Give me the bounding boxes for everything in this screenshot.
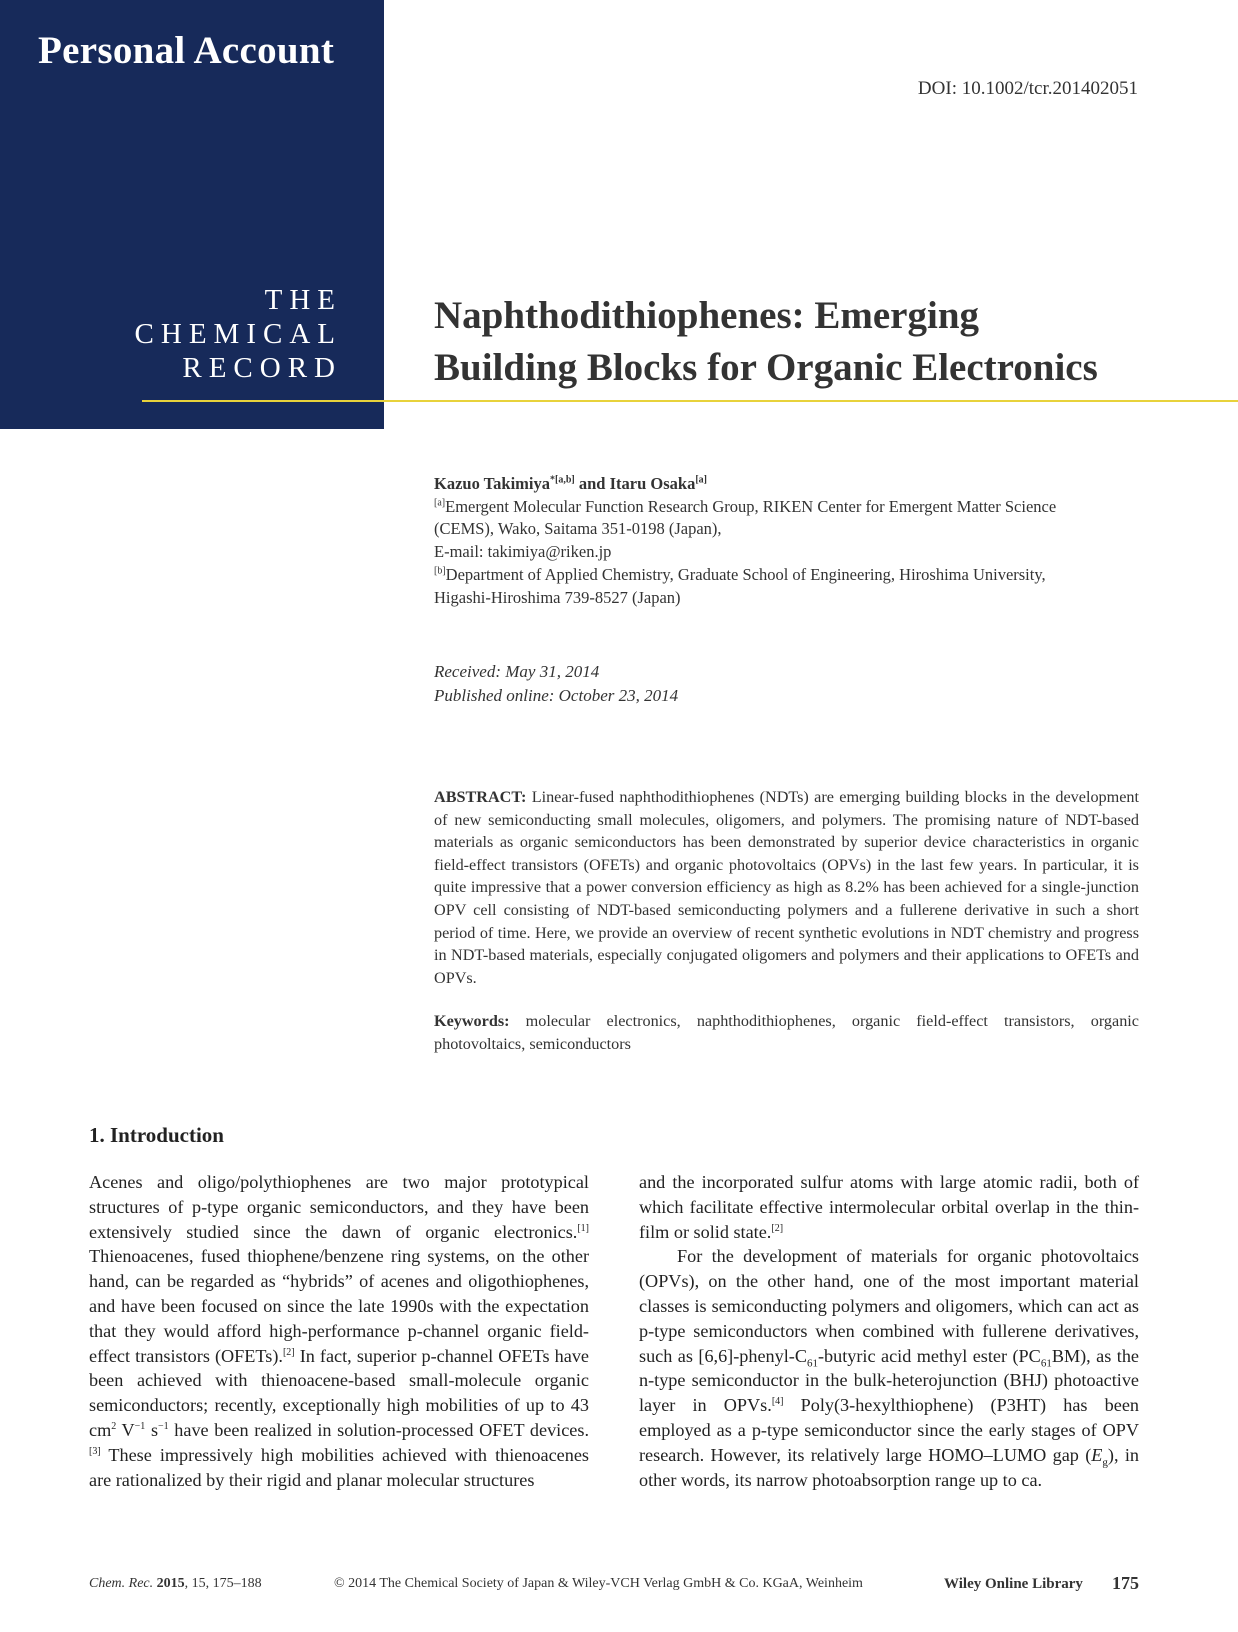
keywords-label: Keywords: xyxy=(434,1012,510,1030)
section-heading: 1. Introduction xyxy=(89,1123,224,1147)
abstract xyxy=(434,786,1139,989)
abstract-label: ABSTRACT: xyxy=(434,788,527,806)
citation-ref[interactable]: [2] xyxy=(771,1222,784,1234)
superscript: 2 xyxy=(111,1420,117,1432)
body-text: s xyxy=(145,1419,159,1440)
received-date: Received: May 31, 2014 xyxy=(434,662,600,681)
abstract-text: Linear-fused naphthodithiophenes (NDTs) are emerging building blocks in the development of new semiconducting small molecules, oligomers, and polymers. The promising nature of NDT-based materials as organic semiconductors has been demonstrated by superior device characteristics in organic field-effect transistors (OFETs) and organic photovoltaics (OPVs) in the last few years. In particular, it is quite impressive that a power conversion efficiency as high as 8.2% has been achieved for a single-junction OPV cell consisting of NDT-based semiconducting polymers and a fullerene derivative in such a short period of time. Here, we provide an overview of recent synthetic evolutions in NDT chemistry and progress in NDT-based materials, especially conjugated oligomers and polymers and their applications to OFETs and OPVs. xyxy=(434,788,1139,987)
footer-year: 2015 xyxy=(153,1576,185,1591)
body-text: BM), as the n-type semiconductor in the bulk-heterojunction (BHJ) photoactive layer in OPVs. xyxy=(639,1345,1139,1416)
journal-banner xyxy=(0,0,384,429)
doi-text[interactable]: DOI: 10.1002/tcr.201402051 xyxy=(917,78,1138,99)
title-rule xyxy=(142,400,1238,402)
citation-ref[interactable]: [3] xyxy=(89,1445,101,1457)
author-separator: and xyxy=(574,474,610,493)
author-name[interactable]: Itaru Osaka xyxy=(609,474,696,493)
superscript: −1 xyxy=(134,1420,146,1432)
affiliation-b-cont: Higashi-Hiroshima 739-8527 (Japan) xyxy=(434,587,681,607)
body-text: have been realized in solution-processed OFET devices. xyxy=(168,1419,589,1440)
subscript: g xyxy=(1102,1456,1108,1469)
page-number: 175 xyxy=(1112,1573,1139,1593)
article-title xyxy=(434,290,1194,394)
title-line: Naphthodithiophenes: Emerging xyxy=(434,294,980,337)
affiliation-a-cont: (CEMS), Wako, Saitama 351-0198 (Japan), xyxy=(434,519,722,539)
author-name[interactable]: Kazuo Takimiya xyxy=(434,474,550,493)
body-text: Acenes and oligo/polythiophenes are two major prototypical structures of p-type organic semiconductors, and they have been extensively studied since the dawn of organic electronics. xyxy=(89,1172,589,1242)
body-text: and the incorporated sulfur atoms with large atomic radii, both of which facilitate effective intermolecular orbital overlap in the thin-film or solid state. xyxy=(639,1172,1139,1242)
subscript: 61 xyxy=(806,1357,818,1370)
citation-ref[interactable]: [4] xyxy=(771,1396,784,1408)
body-paragraph xyxy=(639,1244,1139,1492)
keywords xyxy=(434,1010,1139,1055)
title-line: Building Blocks for Organic Electronics xyxy=(434,346,1098,389)
symbol-text: E xyxy=(1091,1444,1103,1465)
body-text: -butyric acid methyl ester (PC xyxy=(817,1345,1041,1366)
article-type-label: Personal Account xyxy=(38,29,335,72)
subscript: 61 xyxy=(1040,1357,1052,1370)
journal-name-line: CHEMICAL xyxy=(134,318,342,350)
journal-name-line: RECORD xyxy=(182,352,342,384)
body-text: For the development of materials for organic photovoltaics (OPVs), on the other hand, one of the most important material classes is semiconducting polymers and oligomers, which can act as p-type semiconductors when combined with fullerene derivatives, such as [6,6]-phenyl-C xyxy=(639,1246,1139,1366)
email-link[interactable]: E-mail: takimiya@riken.jp xyxy=(434,542,612,562)
affiliation-text: Department of Applied Chemistry, Graduate School of Engineering, Hiroshima University, xyxy=(445,564,1046,584)
author-block xyxy=(434,473,1154,609)
affiliation-b xyxy=(434,564,1154,587)
affiliation-a xyxy=(434,496,1154,519)
body-text: ), in other words, its narrow photoabsorption range up to ca. xyxy=(639,1444,1139,1490)
superscript: −1 xyxy=(158,1420,169,1432)
citation-ref[interactable]: [2] xyxy=(282,1346,295,1358)
body-text: These impressively high mobilities achieved with thienoacenes are rationalized by their rigid and planar molecular structures xyxy=(89,1444,589,1490)
author-mark: *[a,b] xyxy=(550,474,575,486)
affiliation-text: Emergent Molecular Function Research Group, RIKEN Center for Emergent Matter Science xyxy=(445,496,1057,516)
journal-name-line: THE xyxy=(264,284,342,316)
keywords-text: molecular electronics, naphthodithiophenes, organic field-effect transistors, organic photovoltaics, semiconductors xyxy=(434,1012,1139,1053)
footer-volume-pages: , 15, 175–188 xyxy=(184,1576,262,1591)
affiliation-mark: [a] xyxy=(434,497,446,509)
footer-journal: Chem. Rec. xyxy=(89,1576,154,1591)
affiliation-mark: [b] xyxy=(434,565,446,577)
footer-library[interactable]: Wiley Online Library xyxy=(944,1576,1083,1592)
footer-copyright: © 2014 The Chemical Society of Japan & Wiley-VCH Verlag GmbH & Co. KGaA, Weinheim xyxy=(334,1576,863,1591)
published-date: Published online: October 23, 2014 xyxy=(434,685,679,705)
author-mark: [a] xyxy=(695,474,707,486)
footer-citation xyxy=(89,1576,262,1592)
author-names xyxy=(434,473,1154,496)
body-text: Poly(3-hexylthiophene) (P3HT) has been employed as a p-type semiconductor since the early stages of OPV research. However, its relatively large HOMO–LUMO gap ( xyxy=(639,1395,1139,1465)
journal-name xyxy=(135,283,342,385)
body-paragraph xyxy=(89,1170,589,1492)
body-text: V xyxy=(116,1419,135,1440)
body-column-right xyxy=(639,1170,1139,1492)
body-text: In fact, superior p-channel OFETs have been achieved with thienoacene-based small-molecule organic semiconductors; recently, exceptionally high mobilities of up to 43 cm xyxy=(89,1345,589,1440)
body-column-left xyxy=(89,1170,589,1492)
article-dates xyxy=(434,660,678,707)
body-text: Thienoacenes, fused thiophene/benzene ring systems, on the other hand, can be regarded as “hybrids” of acenes and oligothiophenes, and have been focused on since the late 1990s with the expectation that they would afford high-performance p-channel organic field-effect transistors (OFETs). xyxy=(89,1246,589,1366)
body-paragraph xyxy=(639,1170,1139,1244)
citation-ref[interactable]: [1] xyxy=(577,1222,589,1234)
